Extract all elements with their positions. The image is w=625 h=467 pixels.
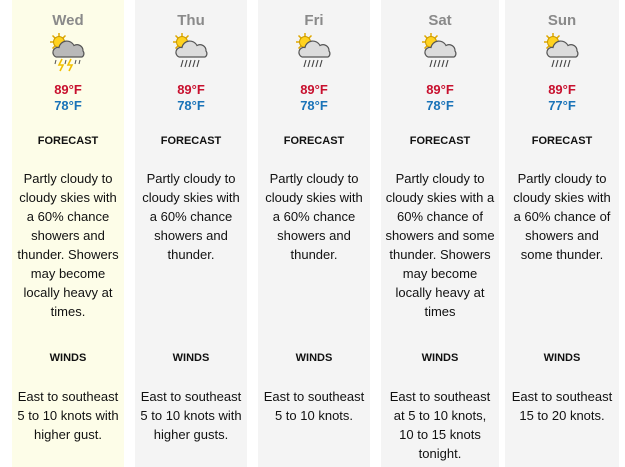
- winds-label: WINDS: [172, 352, 210, 364]
- low-temperature: 77°F: [548, 98, 576, 113]
- day-column-fri: [258, 0, 370, 467]
- day-name: Thu: [177, 12, 205, 29]
- day-column-sun: [505, 0, 619, 467]
- day-column-thu: [135, 0, 247, 467]
- high-temperature: 89°F: [300, 82, 328, 97]
- partly-cloudy-rain-icon: [419, 30, 461, 72]
- forecast-text: Partly cloudy to cloudy skies with a 60% chance showers and thunder.: [142, 171, 240, 262]
- winds-text: East to southeast 15 to 20 knots.: [511, 389, 613, 423]
- partly-cloudy-rain-icon: [541, 30, 583, 72]
- day-name: Wed: [52, 12, 84, 29]
- forecast-text: Partly cloudy to cloudy skies with a 60% chance showers and thunder.: [265, 171, 363, 262]
- low-temperature: 78°F: [54, 98, 82, 113]
- high-temperature: 89°F: [54, 82, 82, 97]
- day-name: Sat: [428, 12, 452, 29]
- low-temperature: 78°F: [300, 98, 328, 113]
- forecast-label: FORECAST: [37, 135, 99, 147]
- forecast-label: FORECAST: [160, 135, 222, 147]
- winds-label: WINDS: [49, 352, 87, 364]
- partly-cloudy-thunderstorm-icon: [47, 30, 89, 72]
- high-temperature: 89°F: [548, 82, 576, 97]
- partly-cloudy-rain-icon: [293, 30, 335, 72]
- day-name: Fri: [304, 12, 324, 29]
- low-temperature: 78°F: [177, 98, 205, 113]
- forecast-text: Partly cloudy to cloudy skies with a 60% chance of showers and some thunder. Showers may become locally heavy at times: [385, 171, 495, 319]
- forecast-label: FORECAST: [409, 135, 471, 147]
- high-temperature: 89°F: [426, 82, 454, 97]
- winds-text: East to southeast at 5 to 10 knots, 10 to 15 knots tonight.: [389, 389, 491, 461]
- high-temperature: 89°F: [177, 82, 205, 97]
- day-name: Sun: [547, 12, 577, 29]
- winds-label: WINDS: [543, 352, 581, 364]
- day-column-sat: [381, 0, 499, 467]
- winds-text: East to southeast 5 to 10 knots with higher gusts.: [140, 389, 242, 442]
- forecast-label: FORECAST: [283, 135, 345, 147]
- forecast-text: Partly cloudy to cloudy skies with a 60% chance showers and thunder. Showers may become locally heavy at times.: [17, 171, 119, 319]
- partly-cloudy-rain-icon: [170, 30, 212, 72]
- forecast-text: Partly cloudy to cloudy skies with a 60% chance of showers and some thunder.: [513, 171, 611, 262]
- winds-label: WINDS: [421, 352, 459, 364]
- winds-text: East to southeast 5 to 10 knots with higher gust.: [17, 389, 119, 442]
- day-column-wed: [12, 0, 124, 467]
- winds-label: WINDS: [295, 352, 333, 364]
- winds-text: East to southeast 5 to 10 knots.: [263, 389, 365, 423]
- low-temperature: 78°F: [426, 98, 454, 113]
- forecast-label: FORECAST: [531, 135, 593, 147]
